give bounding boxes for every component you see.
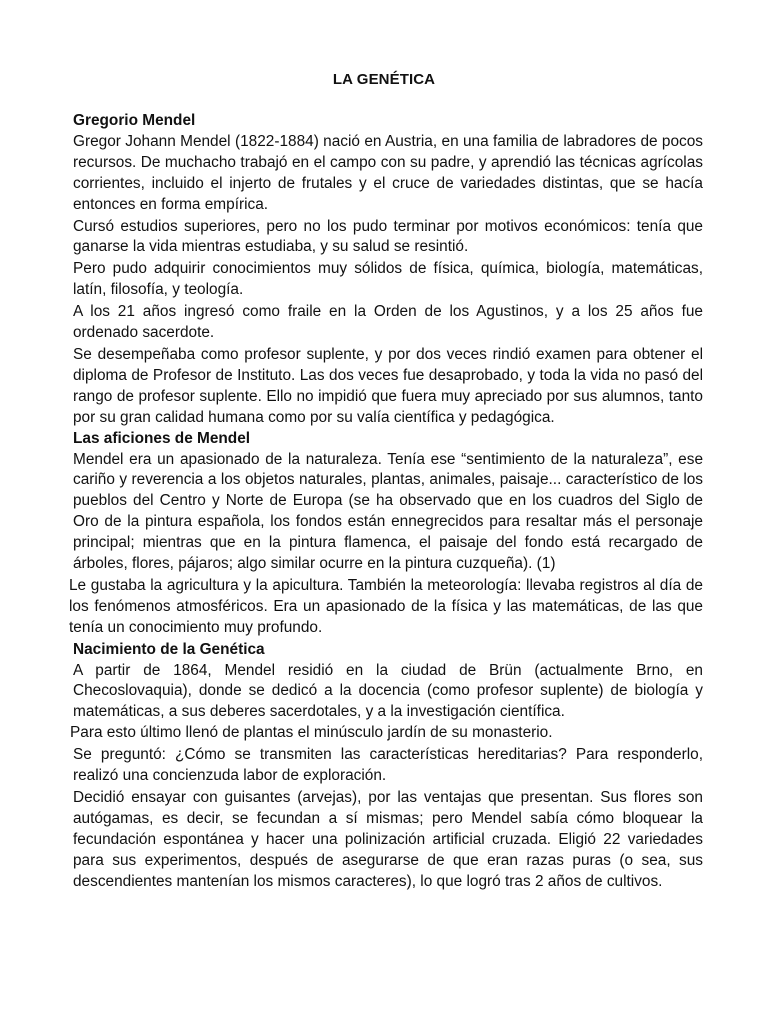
section-heading: Gregorio Mendel — [73, 112, 196, 129]
paragraph: Pero pudo adquirir conocimientos muy sólidos de física, química, biología, matemáticas, latín, filosofía, y teología. — [73, 260, 703, 299]
paragraph: Cursó estudios superiores, pero no los pudo terminar por motivos económicos: tenía que ganarse la vida mientras estudiaba, y su salud se resintió. — [73, 217, 703, 256]
section-heading: Las aficiones de Mendel — [73, 429, 251, 447]
section-heading: Nacimiento de la Genética — [73, 640, 265, 658]
paragraph: Se preguntó: ¿Cómo se transmiten las características hereditarias? Para responderlo, realizó una concienzuda labor de exploración. — [73, 746, 703, 785]
section-aficiones — [69, 429, 703, 639]
paragraph: Se desempeñaba como profesor suplente, y por dos veces rindió examen para obtener el diploma de Profesor de Instituto. Las dos veces fue desaprobado, y toda la vida no pasó del rango de profesor suplente. Ello no impidió que fuera muy apreciado por sus alumnos, tanto por su gran calidad humana como por su valía científica y pedagógica. — [73, 345, 703, 426]
section-nacimiento-genetica — [70, 640, 703, 893]
paragraph: A partir de 1864, Mendel residió en la ciudad de Brün (actualmente Brno, en Checoslovaquia), donde se dedicó a la docencia (como profesor suplente) de biología y matemáticas, a sus deberes sacerdotales, y a la investigación científica. — [73, 661, 703, 721]
section-gregorio-mendel — [73, 111, 703, 429]
paragraph: Gregor Johann Mendel (1822-1884) nació en Austria, en una familia de labradores de pocos recursos. De muchacho trabajó en el campo con su padre, y aprendió las técnicas agrícolas corrientes, incluido el injerto de frutales y el cruce de variedades distintas, que se hacía entonces en forma empírica. — [73, 132, 703, 213]
paragraph: A los 21 años ingresó como fraile en la Orden de los Agustinos, y a los 25 años fue ordenado sacerdote. — [73, 303, 703, 342]
paragraph: Le gustaba la agricultura y la apicultura. También la meteorología: llevaba registros al día de los fenómenos atmosféricos. Era un apasionado de la física y las matemáticas, de las que tenía un conocimiento muy profundo. — [69, 576, 703, 636]
paragraph: Decidió ensayar con guisantes (arvejas), por las ventajas que presentan. Sus flores son autógamas, es decir, se fecundan a sí mismas; pero Mendel sabía cómo bloquear la fecundación espontánea y hacer una polinización artificial cruzada. Eligió 22 variedades para sus experimentos, después de asegurarse de que eran razas puras (o sea, sus descendientes mantenían los mismos caracteres), lo que logró tras 2 años de cultivos. — [73, 789, 703, 890]
paragraph: Mendel era un apasionado de la naturaleza. Tenía ese “sentimiento de la naturaleza”, ese cariño y reverencia a los objetos naturales, plantas, animales, paisaje... característico de los pueblos del Centro y Norte de Europa (se ha observado que en los cuadros del Siglo de Oro de la pintura española, los fondos están ennegrecidos para resaltar más el personaje principal; mientras que en la pintura flamenca, el paisaje del fondo está recargado de árboles, flores, pájaros; algo similar ocurre en la pintura cuzqueña). (1) — [73, 450, 703, 573]
document-body — [69, 111, 703, 893]
paragraph: Para esto último llenó de plantas el minúsculo jardín de su monasterio. — [70, 724, 553, 742]
document-title: LA GENÉTICA — [332, 71, 436, 88]
